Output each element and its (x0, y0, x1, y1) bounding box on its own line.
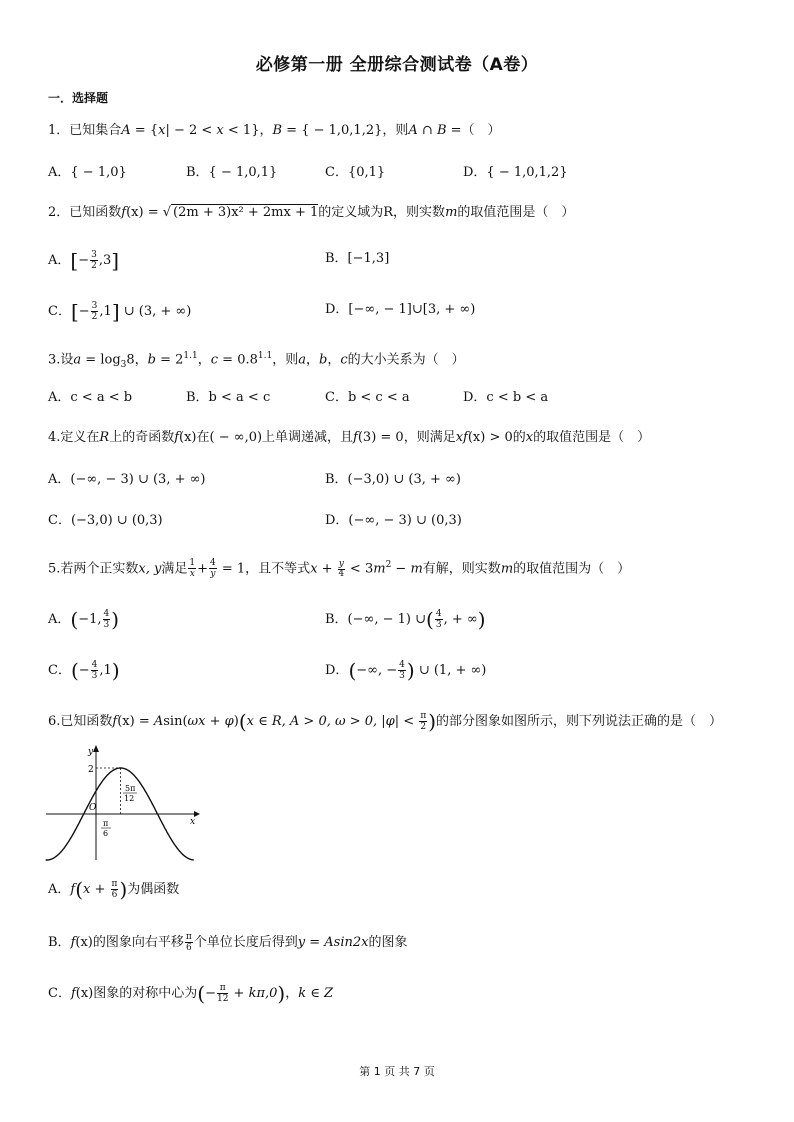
question-2-stem: 2．已知函数f(x) = √ (2m + 3)x² + 2mx + 1的定义域为R，则实数m的取值范围是（ ） (48, 205, 575, 220)
question-6-option-c[interactable]: C．f(x)图象的对称中心为(− $\frac{\pi}{12}$ + kπ,0)，k ∈ Z (48, 981, 334, 1006)
y-axis-arrow (93, 745, 99, 752)
question-2-option-c[interactable]: C．[− $\frac{3}{2}$ ,1] ∪ (3, + ∞) (48, 299, 192, 324)
question-1-option-d[interactable]: D．{ − 1,0,1,2} (463, 165, 568, 180)
x-axis-label: x (190, 817, 196, 827)
tick-pi-6-numerator: π (103, 819, 109, 828)
question-6-option-a[interactable]: A．f(x + $\frac{\pi}{6}$ )为偶函数 (48, 877, 180, 902)
page-title: 必修第一册 全册综合测试卷（A卷） (255, 55, 539, 75)
question-2-option-b[interactable]: B．[−1,3] (325, 251, 390, 266)
question-3-stem: 3.设$a = \log_38$，$b = 2^{1.1}$，$c = 0.8^{1.1}$，则a，b，c的大小关系为（ ） (48, 351, 465, 370)
question-4-option-a[interactable]: A．(−∞, − 3) ∪ (3, + ∞) (48, 472, 206, 487)
page-footer: 第 1 页 共 7 页 (359, 1065, 435, 1078)
question-5-option-a[interactable]: A．(−1, $\frac{4}{3}$ ) (48, 607, 120, 632)
question-3-option-c[interactable]: C．b < c < a (325, 390, 410, 405)
question-3-option-d[interactable]: D．c < b < a (463, 390, 549, 405)
y-axis-label: y (88, 747, 94, 757)
question-5-stem: 5.若两个正实数x, y满足 $\frac{1}{x}+$ $\frac{4}{y} = 1$，且不等式$x + \frac{y}{4}$ < $3m^2 - m$有解，则实数m的取值范围为（ ） (48, 558, 631, 580)
question-3-option-b[interactable]: B．b < a < c (186, 390, 271, 405)
question-1-option-c[interactable]: C．{0,1} (325, 165, 386, 180)
question-2-option-d[interactable]: D．[−∞, − 1]∪[3, + ∞) (325, 302, 476, 317)
question-6-option-b[interactable]: B．f(x)的图象向右平移 $\frac{\pi}{6}$ 个单位长度后得到y = Asin2x的图象 (48, 932, 408, 953)
question-1-option-b[interactable]: B．{ − 1,0,1} (186, 165, 278, 180)
question-4-option-d[interactable]: D．(−∞, − 3) ∪ (0,3) (325, 513, 462, 528)
sine-graph-figure (44, 742, 204, 864)
tick-pi-6-denominator: 6 (103, 829, 109, 838)
tick-5pi-12-numerator: 5π (125, 784, 136, 793)
question-4-option-b[interactable]: B．(−3,0) ∪ (3, + ∞) (325, 472, 461, 487)
question-5-option-b[interactable]: B．(−∞, − 1) ∪( $\frac{4}{3}$ , + ∞) (325, 607, 486, 632)
question-5-option-d[interactable]: D．(−∞, − $\frac{4}{3}$ ) ∪ (1, + ∞) (325, 658, 487, 683)
peak-value-label: 2 (88, 765, 94, 775)
question-1-stem: 1．已知集合A = {x| − 2 < x < 1}，B = { − 1,0,1,2}，则A ∩ B =（ ） (48, 123, 501, 138)
question-3-option-a[interactable]: A．c < a < b (48, 390, 133, 405)
question-2-option-a[interactable]: A．[− $\frac{3}{2}$ ,3] (48, 248, 120, 273)
origin-label: O (89, 803, 97, 813)
question-5-option-c[interactable]: C．(− $\frac{4}{3}$ ,1) (48, 658, 120, 683)
question-1-option-a[interactable]: A．{ − 1,0} (48, 165, 127, 180)
section-heading: 一．选择题 (48, 91, 109, 105)
question-6-stem: 6.已知函数f(x) = Asin(ωx + φ)(x ∈ R, A > 0, ω > 0, |φ| < $\frac{\pi}{2}$ )的部分图象如图所示，则下列说法正确的是（ ） (48, 709, 723, 734)
tick-5pi-12-denominator: 12 (124, 794, 135, 803)
question-4-stem: 4.定义在R上的奇函数f(x)在( − ∞,0)上单调递减，且f(3) = 0，则满足xf(x) > 0的x的取值范围是（ ） (48, 430, 651, 445)
question-4-option-c[interactable]: C．(−3,0) ∪ (0,3) (48, 513, 163, 528)
